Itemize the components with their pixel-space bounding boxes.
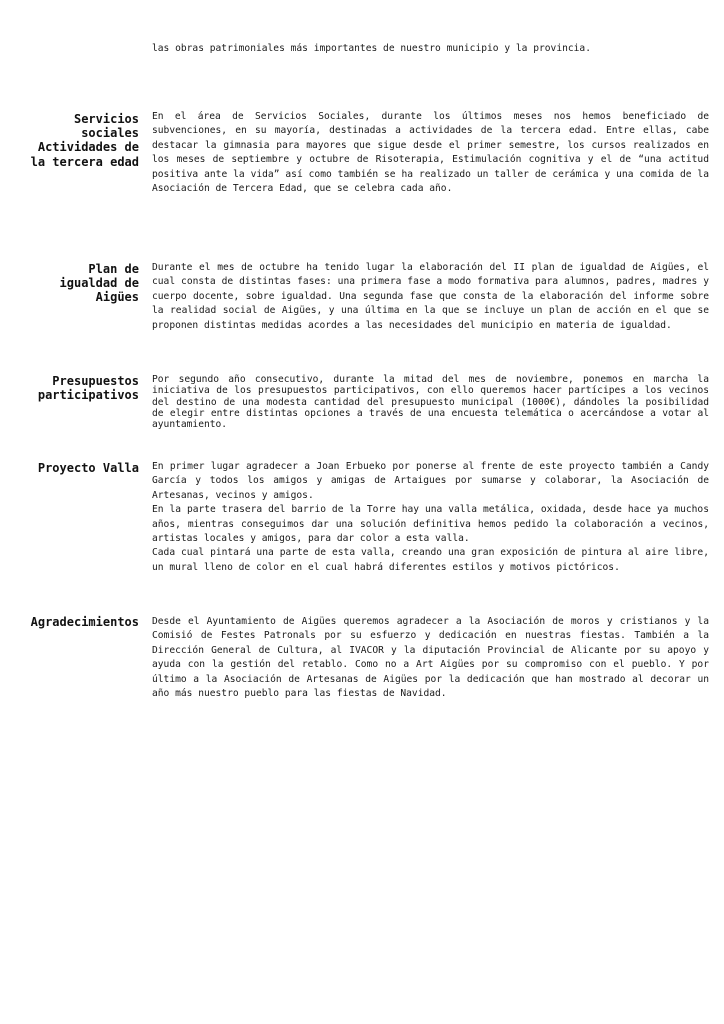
heading-line: Servicios <box>73 112 139 126</box>
heading-line: Proyecto Valla <box>37 461 139 475</box>
heading-line: participativos <box>37 388 139 403</box>
paragraph: Durante el mes de octubre ha tenido lugar la elaboración del II plan de igualdad de Aigües, el cual consta de distintas fases: una primera fase a modo formativa para alumnos, padres, madres y cuerpo docente, sobre igualdad. Una segunda fase que consta de la elaboración del informe sobre la realidad social de Aigües, y una última en la que se incluye un plan de acción en el que se proponen distintas medidas acordes a las necesidades del municipio en materia de igualdad. <box>152 262 709 331</box>
section-heading <box>6 461 139 475</box>
section-heading <box>6 615 139 629</box>
section-heading <box>6 262 139 305</box>
section-body <box>152 615 709 701</box>
paragraph: En primer lugar agradecer a Joan Erbueko por ponerse al frente de este proyecto también a Candy García y todos los amigos y amigas de Artaigues por sumarse y colaborar, la Asociación de Artesanas, vecinos y amigos. <box>152 461 709 501</box>
heading-line: Plan de <box>88 262 139 276</box>
section-body <box>152 374 709 430</box>
section-body <box>152 460 709 575</box>
section-heading <box>6 112 139 169</box>
section-body <box>152 261 709 333</box>
paragraph: En la parte trasera del barrio de la Torre hay una valla metálica, oxidada, desde hace ya muchos años, mientras conseguimos dar una solución definitiva hemos pedido la colaboración a vecinos, artistas locales y amigos, para dar color a esta valla. <box>152 504 709 545</box>
section-heading <box>6 374 139 402</box>
section-body <box>152 110 709 196</box>
intro-continuation-text: las obras patrimoniales más importantes de nuestro municipio y la provincia. <box>152 43 591 54</box>
paragraph: Por segundo año consecutivo, durante la mitad del mes de noviembre, ponemos en marcha la iniciativa de los presupuestos participativos, con ello queremos hacer partícipes a los vecinos del destino de una modesta cantidad del presupuesto municipal (1000€), dándoles la posibilidad de elegir entre distintas opciones a través de una encuesta telemática o acercándose a votar al ayuntamiento. <box>152 374 709 431</box>
heading-line: Agradecimientos <box>30 615 139 629</box>
heading-line: Actividades de <box>37 140 139 155</box>
heading-line: Presupuestos <box>52 374 139 388</box>
heading-line: igualdad de <box>59 276 139 291</box>
paragraph: En el área de Servicios Sociales, durante los últimos meses nos hemos beneficiado de subvenciones, en su mayoría, destinadas a actividades de la tercera edad. Entre ellas, cabe destacar la gimnasia para mayores que sigue desde el primer semestre, los cursos realizados en los meses de septiembre y octubre de Risoterapia, Estimulación cognitiva y el de “una actitud positiva ante la vida” así como también se ha realizado un taller de cerámica y una comida de la Asociación de Tercera Edad, que se celebra cada año. <box>152 111 709 195</box>
heading-line: la tercera edad <box>30 154 139 169</box>
heading-line: sociales <box>81 126 139 141</box>
paragraph: Cada cual pintará una parte de esta valla, creando una gran exposición de pintura al aire libre, un mural lleno de color en el cual habrá diferentes estilos y motivos pictóricos. <box>152 547 709 573</box>
heading-line: Aigües <box>95 290 139 305</box>
paragraph: Desde el Ayuntamiento de Aigües queremos agradecer a la Asociación de moros y cristianos y la Comisió de Festes Patronals por su esfuerzo y dedicación en nuestras fiestas. También a la Dirección General de Cultura, al IVACOR y la diputación Provincial de Alicante por su apoyo y ayuda con la gestión del retablo. Como no a Art Aigües por su compromiso con el pueblo. Y por último a la Asociación de Artesanas de Aigües por la dedicación que han mostrado al decorar un año más nuestro pueblo para las fiestas de Navidad. <box>152 616 709 700</box>
